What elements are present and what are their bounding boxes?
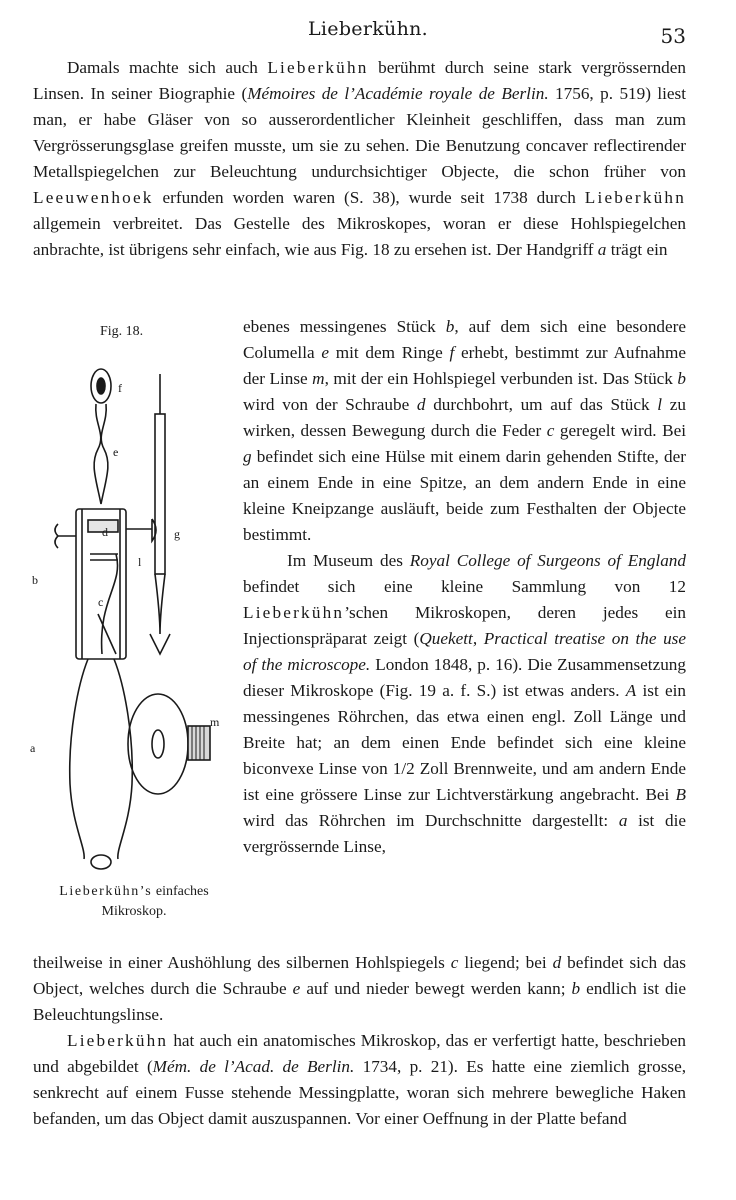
letter-m: m: [210, 715, 220, 729]
paragraph-anatomical: Lieberkühn hat auch ein anatomisches Mikroskop, das er verfertigt hatte, beschrieben und abgebildet (Mém. de l’Acad. de Berlin. 1734, p. 21). Es hatte eine ziemlich grosse, senkrecht auf einem Fusse stehende Messingplatte, woran sich mehrere bewegliche Haken befanden, um das Object damit auszuspannen. Vor einer Oeffnung in der Platte befand: [33, 1031, 687, 1128]
letter-d: d: [102, 525, 108, 539]
paragraph-description: ebenes messingenes Stück b, auf dem sich eine besondere Columella e mit dem Ringe f erhebt, bestimmt zur Aufnahme der Linse m, mit der ein Hohlspiegel verbunden ist. Das Stück b wird von der Schraube d durchbohrt, um auf das Stück l zu wirken, dessen Bewegung durch die Feder c geregelt wird. Bei g befindet sich eine Hülse mit einem darin gehenden Stifte, der an einem Ende in eine Spitze, an dem andern Ende in eine kleine Kneipzange ausläuft, beide zum Festhalten der Objecte bestimmt.: [243, 317, 686, 544]
letter-g: g: [174, 527, 180, 541]
handle-knob: [91, 855, 111, 869]
handle-a: [70, 659, 133, 859]
page-number: 53: [660, 24, 686, 48]
side-text: [243, 314, 686, 860]
tweezers: [155, 574, 165, 634]
letter-b: b: [32, 573, 38, 587]
needle-shaft: [155, 414, 165, 574]
spring-c: [90, 554, 118, 654]
lens: [97, 378, 105, 394]
columella: [94, 404, 108, 504]
letter-e: e: [113, 445, 119, 459]
author-name: Leeuwenhoek: [33, 188, 154, 207]
microscope-illustration: [28, 314, 240, 874]
paragraph-continued: theilweise in einer Aushöhlung des silbernen Hohlspiegels c liegend; bei d befindet sich das Object, welches durch die Schraube e auf und nieder bewegt werden kann; b endlich ist die Beleuchtungslinse.: [33, 953, 686, 1024]
figure-caption: Lieberkühn’s einfaches Mikroskop.: [59, 884, 209, 919]
letter-f: f: [118, 381, 122, 395]
figure-18: [28, 314, 240, 924]
letter-l: l: [138, 555, 142, 569]
paragraph-museum: Im Museum des Royal College of Surgeons of England befindet sich eine kleine Sammlung von 12 Lieberkühn’schen Mikroskopen, deren jedes ein Injectionspräparat zeigt (Quekett, Practical treatise on the use of the microscope. London 1848, p. 16). Die Zusammensetzung dieser Mikroskope (Fig. 19 a. f. S.) ist etwas anders. A ist ein messingenes Röhrchen, das etwa einen engl. Zoll Länge und Breite hat; an dem einen Ende befindet sich eine kleine biconvexe Linse von 1/2 Zoll Brennweite, und am andern Ende ist eine grössere Linse zur Lichtverstärkung angebracht. Bei B wird das Röhrchen im Durchschnitte dargestellt: a ist die vergrössernde Linse,: [243, 551, 686, 856]
letter-a: a: [30, 741, 36, 755]
running-header: Lieberkühn.: [308, 18, 428, 40]
concave-mirror: [128, 694, 188, 794]
paragraph-intro: Damals machte sich auch Lieberkühn berühmt durch seine stark vergrössernden Linsen. In seiner Biographie (Mémoires de l’Académie royale de Berlin. 1756, p. 519) liest man, er habe Gläser von so ausserordentlicher Kleinheit geschliffen, dass man zum Vergrösserungsglase greifen musste, um sie zu sehen. Die Benutzung concaver reflectirender Metallspiegelchen zur Beleuchtung undurchsichtiger Objecte, die schon früher von Leeuwenhoek erfunden worden waren (S. 38), wurde seit 1738 durch Lieberkühn allgemein verbreitet. Das Gestelle des Mikroskopes, woran er diese Hohlspiegelchen anbrachte, ist übrigens sehr einfach, wie aus Fig. 18 zu ersehen ist. Der Handgriff a trägt ein: [33, 58, 687, 259]
holder-g: [126, 519, 156, 541]
thumb-screw: [55, 524, 76, 548]
bottom-text: [33, 950, 686, 1132]
figure-label: Fig. 18.: [100, 324, 144, 339]
cited-work: Mémoires de l’Académie royale de Berlin.: [247, 84, 549, 103]
author-name: Lieberkühn: [267, 58, 369, 77]
letter-c: c: [98, 595, 104, 609]
author-name: Lieberkühn: [584, 188, 686, 207]
mirror-screw: [188, 726, 210, 760]
